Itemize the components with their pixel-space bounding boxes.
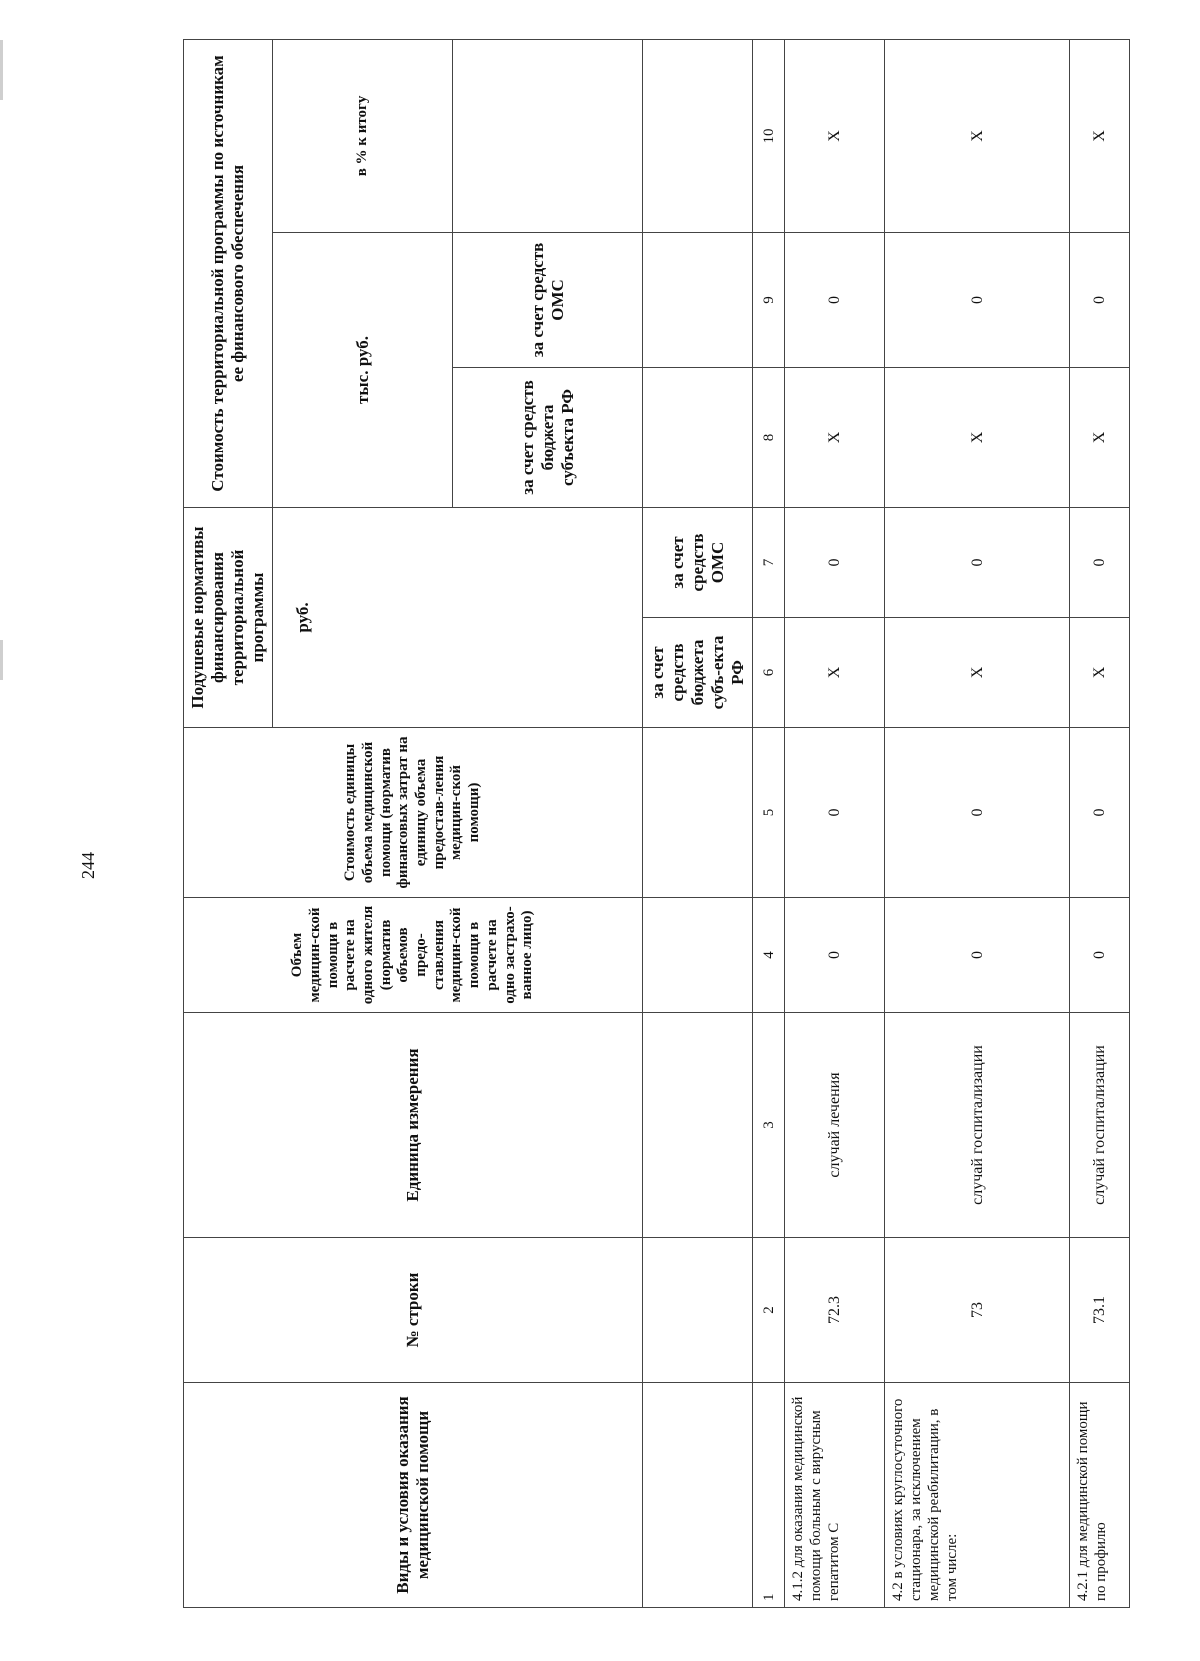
row-label: 4.2 в условиях круглосуточного стационара, за исключением медицинской реабилитации, в том числе: (885, 1383, 1070, 1608)
column-number: 8 (753, 368, 785, 508)
header-blank (643, 1238, 753, 1383)
table-row (785, 39, 885, 1607)
row-percent: X (785, 39, 885, 232)
column-number: 4 (753, 898, 785, 1013)
column-number-row (753, 39, 785, 1607)
row-pc-oms: 0 (1070, 508, 1130, 618)
header-blank (643, 898, 753, 1013)
header-volume: Объем медицин-ской помощи в расчете на одного жителя (норматив объемов предо-ставления медицин-ской помощи в расчете на одно застрахо-ванное лицо) (184, 898, 643, 1013)
row-number: 73.1 (1070, 1238, 1130, 1383)
column-number: 2 (753, 1238, 785, 1383)
row-tc-budget: X (1070, 368, 1130, 508)
row-pc-budget: X (885, 618, 1070, 728)
header-blank (643, 368, 753, 508)
header-tc-budget: за счет средств бюджета субъекта РФ (453, 368, 643, 508)
scan-edge-mark (0, 40, 3, 100)
column-number: 9 (753, 233, 785, 368)
row-unit: случай лечения (785, 1013, 885, 1238)
header-pc-oms: за счет средств ОМС (643, 508, 753, 618)
row-percent: X (885, 39, 1070, 232)
header-thousand-rub: тыс. руб. (273, 233, 453, 508)
row-tc-oms: 0 (885, 233, 1070, 368)
row-volume: 0 (1070, 898, 1130, 1013)
column-number: 6 (753, 618, 785, 728)
header-rub: руб. (273, 508, 643, 728)
header-tc-oms: за счет средств ОМС (453, 233, 643, 368)
row-tc-oms: 0 (1070, 233, 1130, 368)
header-percent-total: в % к итогу (273, 39, 453, 232)
header-blank (643, 39, 753, 232)
header-pc-budget: за счет средств бюджета субъ-екта РФ (643, 618, 753, 728)
header-per-capita-group: Подушевые нормативы финансирования территориальной программы (184, 508, 273, 728)
column-number: 3 (753, 1013, 785, 1238)
header-blank (643, 233, 753, 368)
header-row-number: № строки (184, 1238, 643, 1383)
row-cost: 0 (785, 728, 885, 898)
row-pc-budget: X (1070, 618, 1130, 728)
table-row (1070, 39, 1130, 1607)
financing-table (183, 39, 1130, 1608)
header-program-cost-group: Стоимость территориальной программы по источникам ее финансового обеспечения (184, 39, 273, 507)
row-percent: X (1070, 39, 1130, 232)
column-number: 7 (753, 508, 785, 618)
row-tc-budget: X (885, 368, 1070, 508)
row-unit: случай госпитализации (885, 1013, 1070, 1238)
row-pc-oms: 0 (885, 508, 1070, 618)
scan-edge-mark (0, 640, 3, 680)
row-number: 72.3 (785, 1238, 885, 1383)
header-type: Виды и условия оказания медицинской помощи (184, 1383, 643, 1608)
rotated-table-container (183, 40, 1110, 1608)
row-volume: 0 (785, 898, 885, 1013)
row-pc-oms: 0 (785, 508, 885, 618)
header-unit-cost: Стоимость единицы объема медицинской помощи (норматив финансовых затрат на единицу объема предостав-ления медицин-ской помощи) (184, 728, 643, 898)
page-number: 244 (78, 852, 98, 879)
row-volume: 0 (885, 898, 1070, 1013)
column-number: 5 (753, 728, 785, 898)
row-tc-oms: 0 (785, 233, 885, 368)
row-label: 4.1.2 для оказания медицинской помощи больным с вирусным гепатитом С (785, 1383, 885, 1608)
row-tc-budget: X (785, 368, 885, 508)
header-percent-blank (453, 39, 643, 232)
header-unit: Единица измерения (184, 1013, 643, 1238)
header-blank (643, 1383, 753, 1608)
row-pc-budget: X (785, 618, 885, 728)
column-number: 1 (753, 1383, 785, 1608)
row-label: 4.2.1 для медицинской помощи по профилю (1070, 1383, 1130, 1608)
row-cost: 0 (885, 728, 1070, 898)
row-cost: 0 (1070, 728, 1130, 898)
row-unit: случай госпитализации (1070, 1013, 1130, 1238)
header-blank (643, 728, 753, 898)
row-number: 73 (885, 1238, 1070, 1383)
header-blank (643, 1013, 753, 1238)
column-number: 10 (753, 39, 785, 232)
table-row (885, 39, 1070, 1607)
